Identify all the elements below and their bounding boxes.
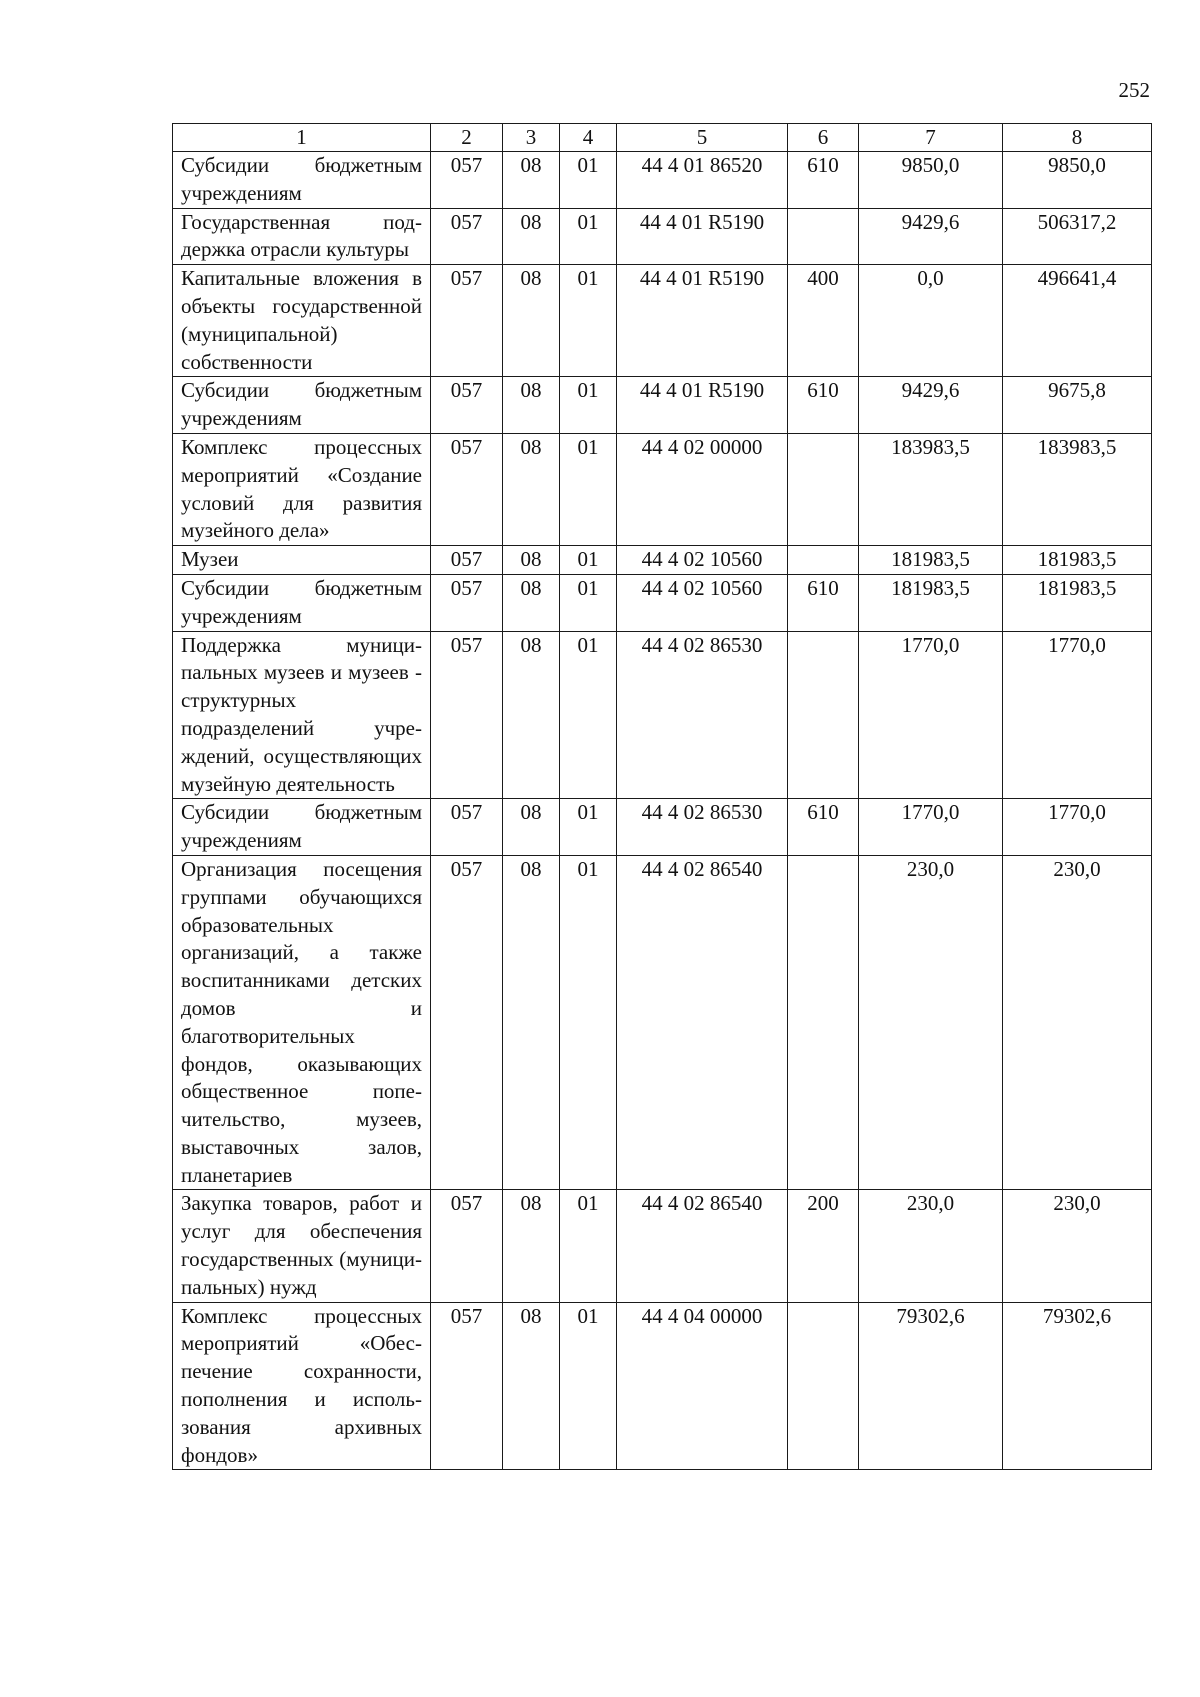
cell-target-article: 44 4 02 86530 xyxy=(617,799,788,856)
cell-amount-1: 0,0 xyxy=(859,265,1003,377)
cell-target-article: 44 4 01 R5190 xyxy=(617,208,788,265)
cell-subsection-code: 01 xyxy=(560,1302,617,1470)
column-header: 8 xyxy=(1003,124,1152,152)
table-row xyxy=(173,1190,1152,1302)
cell-section-code: 08 xyxy=(503,1190,560,1302)
cell-amount-1: 230,0 xyxy=(859,1190,1003,1302)
cell-expense-type xyxy=(788,433,859,545)
cell-department-code: 057 xyxy=(431,152,503,209)
cell-amount-1: 79302,6 xyxy=(859,1302,1003,1470)
table-row xyxy=(173,546,1152,575)
cell-department-code: 057 xyxy=(431,433,503,545)
table-header-row xyxy=(173,124,1152,152)
table-row xyxy=(173,855,1152,1190)
cell-amount-2: 1770,0 xyxy=(1003,631,1152,799)
cell-name: Субсидии бюджетным учреждениям xyxy=(173,574,431,631)
cell-subsection-code: 01 xyxy=(560,377,617,434)
cell-section-code: 08 xyxy=(503,1302,560,1470)
cell-expense-type xyxy=(788,855,859,1190)
cell-target-article: 44 4 02 10560 xyxy=(617,546,788,575)
cell-amount-1: 9429,6 xyxy=(859,208,1003,265)
cell-expense-type: 610 xyxy=(788,377,859,434)
cell-target-article: 44 4 01 R5190 xyxy=(617,377,788,434)
table-row xyxy=(173,208,1152,265)
cell-expense-type xyxy=(788,631,859,799)
cell-section-code: 08 xyxy=(503,799,560,856)
cell-target-article: 44 4 01 86520 xyxy=(617,152,788,209)
table-row xyxy=(173,152,1152,209)
cell-department-code: 057 xyxy=(431,377,503,434)
cell-expense-type xyxy=(788,546,859,575)
cell-name: Музеи xyxy=(173,546,431,575)
cell-name: Комплекс процессных мероприятий «Обеспечение сохранности, пополнения и использования архивных фондов» xyxy=(173,1302,431,1470)
cell-amount-1: 1770,0 xyxy=(859,631,1003,799)
cell-amount-2: 230,0 xyxy=(1003,1190,1152,1302)
cell-subsection-code: 01 xyxy=(560,631,617,799)
cell-target-article: 44 4 04 00000 xyxy=(617,1302,788,1470)
cell-section-code: 08 xyxy=(503,265,560,377)
column-header: 6 xyxy=(788,124,859,152)
cell-department-code: 057 xyxy=(431,574,503,631)
cell-amount-1: 183983,5 xyxy=(859,433,1003,545)
cell-section-code: 08 xyxy=(503,574,560,631)
cell-department-code: 057 xyxy=(431,799,503,856)
cell-expense-type: 610 xyxy=(788,152,859,209)
table-row xyxy=(173,1302,1152,1470)
cell-target-article: 44 4 02 86530 xyxy=(617,631,788,799)
cell-department-code: 057 xyxy=(431,1302,503,1470)
cell-name: Государственная поддержка отрасли культуры xyxy=(173,208,431,265)
page-number: 252 xyxy=(1118,78,1150,102)
cell-department-code: 057 xyxy=(431,546,503,575)
cell-target-article: 44 4 02 86540 xyxy=(617,855,788,1190)
cell-name: Комплекс процессных мероприятий «Создание условий для развития музейного дела» xyxy=(173,433,431,545)
table-row xyxy=(173,433,1152,545)
table-row xyxy=(173,799,1152,856)
table-row xyxy=(173,377,1152,434)
cell-expense-type: 400 xyxy=(788,265,859,377)
cell-name: Закупка товаров, работ и услуг для обеспечения государственных (муниципальных) нужд xyxy=(173,1190,431,1302)
cell-subsection-code: 01 xyxy=(560,1190,617,1302)
cell-amount-2: 9675,8 xyxy=(1003,377,1152,434)
cell-amount-2: 9850,0 xyxy=(1003,152,1152,209)
cell-subsection-code: 01 xyxy=(560,799,617,856)
cell-name: Поддержка муниципальных музеев и музеев - структурных подразделений учреждений, осуществляющих музейную деятельность xyxy=(173,631,431,799)
cell-amount-2: 183983,5 xyxy=(1003,433,1152,545)
cell-subsection-code: 01 xyxy=(560,208,617,265)
cell-amount-2: 506317,2 xyxy=(1003,208,1152,265)
cell-amount-1: 9850,0 xyxy=(859,152,1003,209)
cell-amount-2: 181983,5 xyxy=(1003,546,1152,575)
cell-section-code: 08 xyxy=(503,377,560,434)
column-header: 1 xyxy=(173,124,431,152)
cell-target-article: 44 4 01 R5190 xyxy=(617,265,788,377)
cell-subsection-code: 01 xyxy=(560,265,617,377)
cell-target-article: 44 4 02 86540 xyxy=(617,1190,788,1302)
cell-section-code: 08 xyxy=(503,631,560,799)
cell-amount-2: 1770,0 xyxy=(1003,799,1152,856)
cell-section-code: 08 xyxy=(503,208,560,265)
cell-name: Субсидии бюджетным учреждениям xyxy=(173,377,431,434)
column-header: 7 xyxy=(859,124,1003,152)
cell-name: Субсидии бюджетным учреждениям xyxy=(173,799,431,856)
cell-subsection-code: 01 xyxy=(560,546,617,575)
cell-subsection-code: 01 xyxy=(560,433,617,545)
column-header: 3 xyxy=(503,124,560,152)
cell-expense-type: 610 xyxy=(788,799,859,856)
cell-target-article: 44 4 02 10560 xyxy=(617,574,788,631)
cell-name: Субсидии бюджетным учреждениям xyxy=(173,152,431,209)
cell-amount-2: 230,0 xyxy=(1003,855,1152,1190)
cell-department-code: 057 xyxy=(431,855,503,1190)
cell-subsection-code: 01 xyxy=(560,152,617,209)
cell-amount-1: 181983,5 xyxy=(859,574,1003,631)
table-row xyxy=(173,265,1152,377)
cell-target-article: 44 4 02 00000 xyxy=(617,433,788,545)
cell-amount-1: 9429,6 xyxy=(859,377,1003,434)
cell-amount-1: 230,0 xyxy=(859,855,1003,1190)
table-row xyxy=(173,574,1152,631)
cell-section-code: 08 xyxy=(503,546,560,575)
cell-expense-type: 200 xyxy=(788,1190,859,1302)
column-header: 4 xyxy=(560,124,617,152)
cell-section-code: 08 xyxy=(503,152,560,209)
table-body xyxy=(173,152,1152,1470)
cell-amount-1: 181983,5 xyxy=(859,546,1003,575)
cell-amount-2: 496641,4 xyxy=(1003,265,1152,377)
cell-subsection-code: 01 xyxy=(560,855,617,1190)
cell-amount-2: 181983,5 xyxy=(1003,574,1152,631)
cell-department-code: 057 xyxy=(431,631,503,799)
column-header: 5 xyxy=(617,124,788,152)
cell-expense-type xyxy=(788,1302,859,1470)
cell-department-code: 057 xyxy=(431,265,503,377)
cell-department-code: 057 xyxy=(431,1190,503,1302)
table-row xyxy=(173,631,1152,799)
cell-section-code: 08 xyxy=(503,855,560,1190)
cell-name: Капитальные вложения в объекты государственной (муниципальной) собственности xyxy=(173,265,431,377)
cell-name: Организация посещения группами обучающихся образовательных организаций, а также воспитанниками детских домов и благотворительных фондов, оказывающих общественное попечительство, музеев, выставочных залов, планетариев xyxy=(173,855,431,1190)
cell-expense-type xyxy=(788,208,859,265)
column-header: 2 xyxy=(431,124,503,152)
cell-amount-2: 79302,6 xyxy=(1003,1302,1152,1470)
cell-section-code: 08 xyxy=(503,433,560,545)
budget-table xyxy=(172,123,1152,1470)
cell-amount-1: 1770,0 xyxy=(859,799,1003,856)
cell-expense-type: 610 xyxy=(788,574,859,631)
cell-subsection-code: 01 xyxy=(560,574,617,631)
cell-department-code: 057 xyxy=(431,208,503,265)
